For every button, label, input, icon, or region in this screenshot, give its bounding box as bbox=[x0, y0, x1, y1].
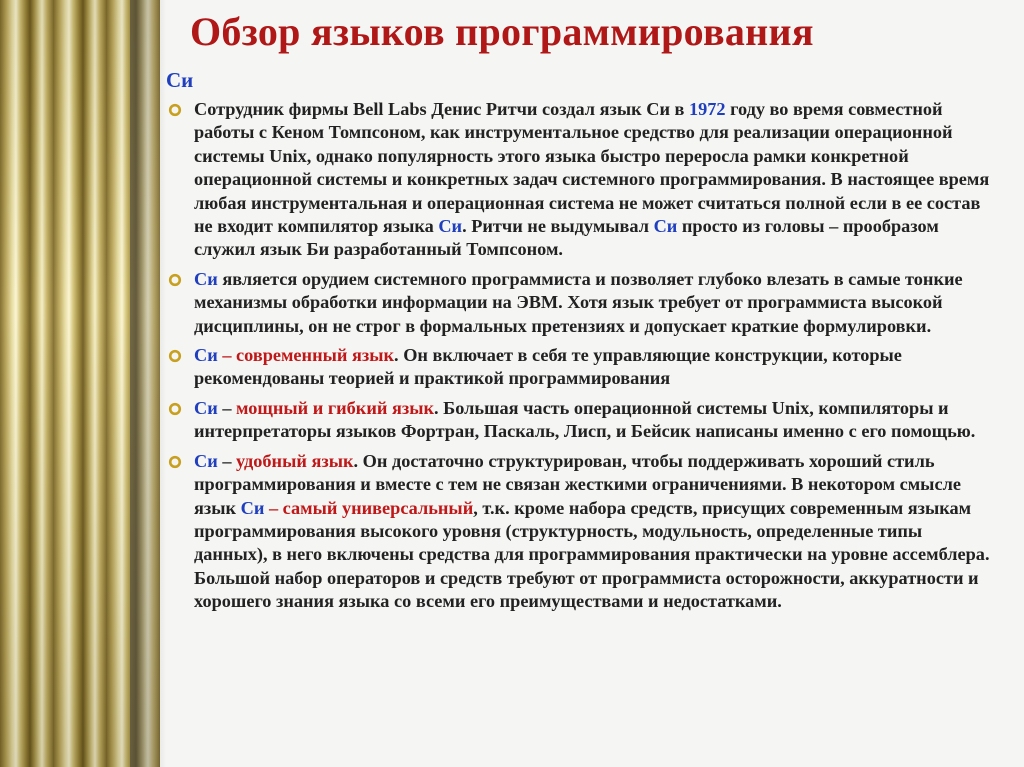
curtain-shadow bbox=[130, 0, 166, 767]
bullet-text-run: Сотрудник фирмы Bell Labs Денис Ритчи создал язык Си в bbox=[194, 99, 689, 119]
bullet-text-run: удобный язык bbox=[236, 450, 354, 471]
bullet-text-run: мощный и гибкий язык bbox=[236, 397, 435, 418]
bullet-text-run: Си bbox=[194, 397, 218, 418]
bullet-text-run: Си bbox=[194, 450, 218, 471]
bullet-text-run: самый универсальный bbox=[282, 497, 474, 518]
bullet-item bbox=[166, 397, 996, 444]
bullet-item bbox=[166, 268, 996, 338]
ring-bullet-icon bbox=[168, 349, 182, 363]
bullet-text-run: , т.к. кроме набора средств, присущих современным языкам программирования высокого уровня (структурность, модульность, определенные типы данных), в него включены средства для программирования практически на уровне ассемблера. Большой набор операторов и средств требуют от программиста осторожности, аккуратности и хорошего знания языка со всеми его преимуществами и недостатками. bbox=[194, 497, 990, 612]
bullet-item bbox=[166, 344, 996, 391]
slide-title: Обзор языков программирования bbox=[190, 9, 814, 54]
bullet-text-run: – bbox=[217, 345, 237, 366]
bullet-text-run: – bbox=[217, 450, 237, 471]
ring-bullet-icon bbox=[168, 402, 182, 416]
bullet-text-run: Си bbox=[240, 497, 265, 518]
ring-bullet-icon bbox=[168, 103, 182, 117]
bullet-text-run: . Ритчи не выдумывал bbox=[462, 216, 654, 237]
bullet-text-run: Си bbox=[194, 268, 218, 289]
bullet-text-run: 1972 bbox=[689, 99, 726, 119]
bullet-text-run: . Он включает в себя те управляющие конструкции, которые рекомендованы теорией и практикой программирования bbox=[194, 345, 902, 389]
bullet-text-run: Си bbox=[438, 216, 463, 237]
bullet-text-run: – bbox=[264, 497, 283, 518]
bullet-item bbox=[166, 98, 996, 262]
bullet-text-run: просто из головы – прообразом служил язык Би разработанный Томпсоном. bbox=[194, 216, 939, 260]
section-heading: Си bbox=[166, 68, 194, 92]
bullet-text-run: Си bbox=[194, 345, 218, 366]
bullet-text-run: . Он достаточно структурирован, чтобы поддерживать хороший стиль программирования и вместе с тем не связан жесткими ограничениями. В некотором смысле язык bbox=[194, 450, 961, 518]
bullet-text-run: – bbox=[217, 397, 237, 418]
bullet-list bbox=[166, 98, 996, 620]
bullet-text-run: году во время совместной работы с Кеном Томпсоном, как инструментальное средство для реализации операционной системы Unix, однако популярность этого языка быстро переросла рамки конкретной операционной системы и конкретных задач системного программирования. В настоящее время любая инструментальная и операционная система не может считаться полной если в ее состав не входит компилятор языка bbox=[194, 99, 990, 237]
bullet-text-run: . Большая часть операционной системы Unix, компиляторы и интерпретаторы языков Фортран, Паскаль, Лисп, и Бейсик написаны именно с его помощью. bbox=[194, 397, 976, 442]
ring-bullet-icon bbox=[168, 273, 182, 287]
bullet-item bbox=[166, 450, 996, 614]
bullet-text-run: Си bbox=[653, 216, 678, 237]
ring-bullet-icon bbox=[168, 455, 182, 469]
bullet-text-run: является орудием системного программиста и позволяет глубоко влезать в самые тонкие механизмы обработки информации на ЭВМ. Хотя язык требует от программиста высокой дисциплины, он не строг в формальных претензиях и допускает краткие формулировки. bbox=[194, 268, 963, 336]
bullet-text-run: современный язык bbox=[236, 345, 395, 366]
